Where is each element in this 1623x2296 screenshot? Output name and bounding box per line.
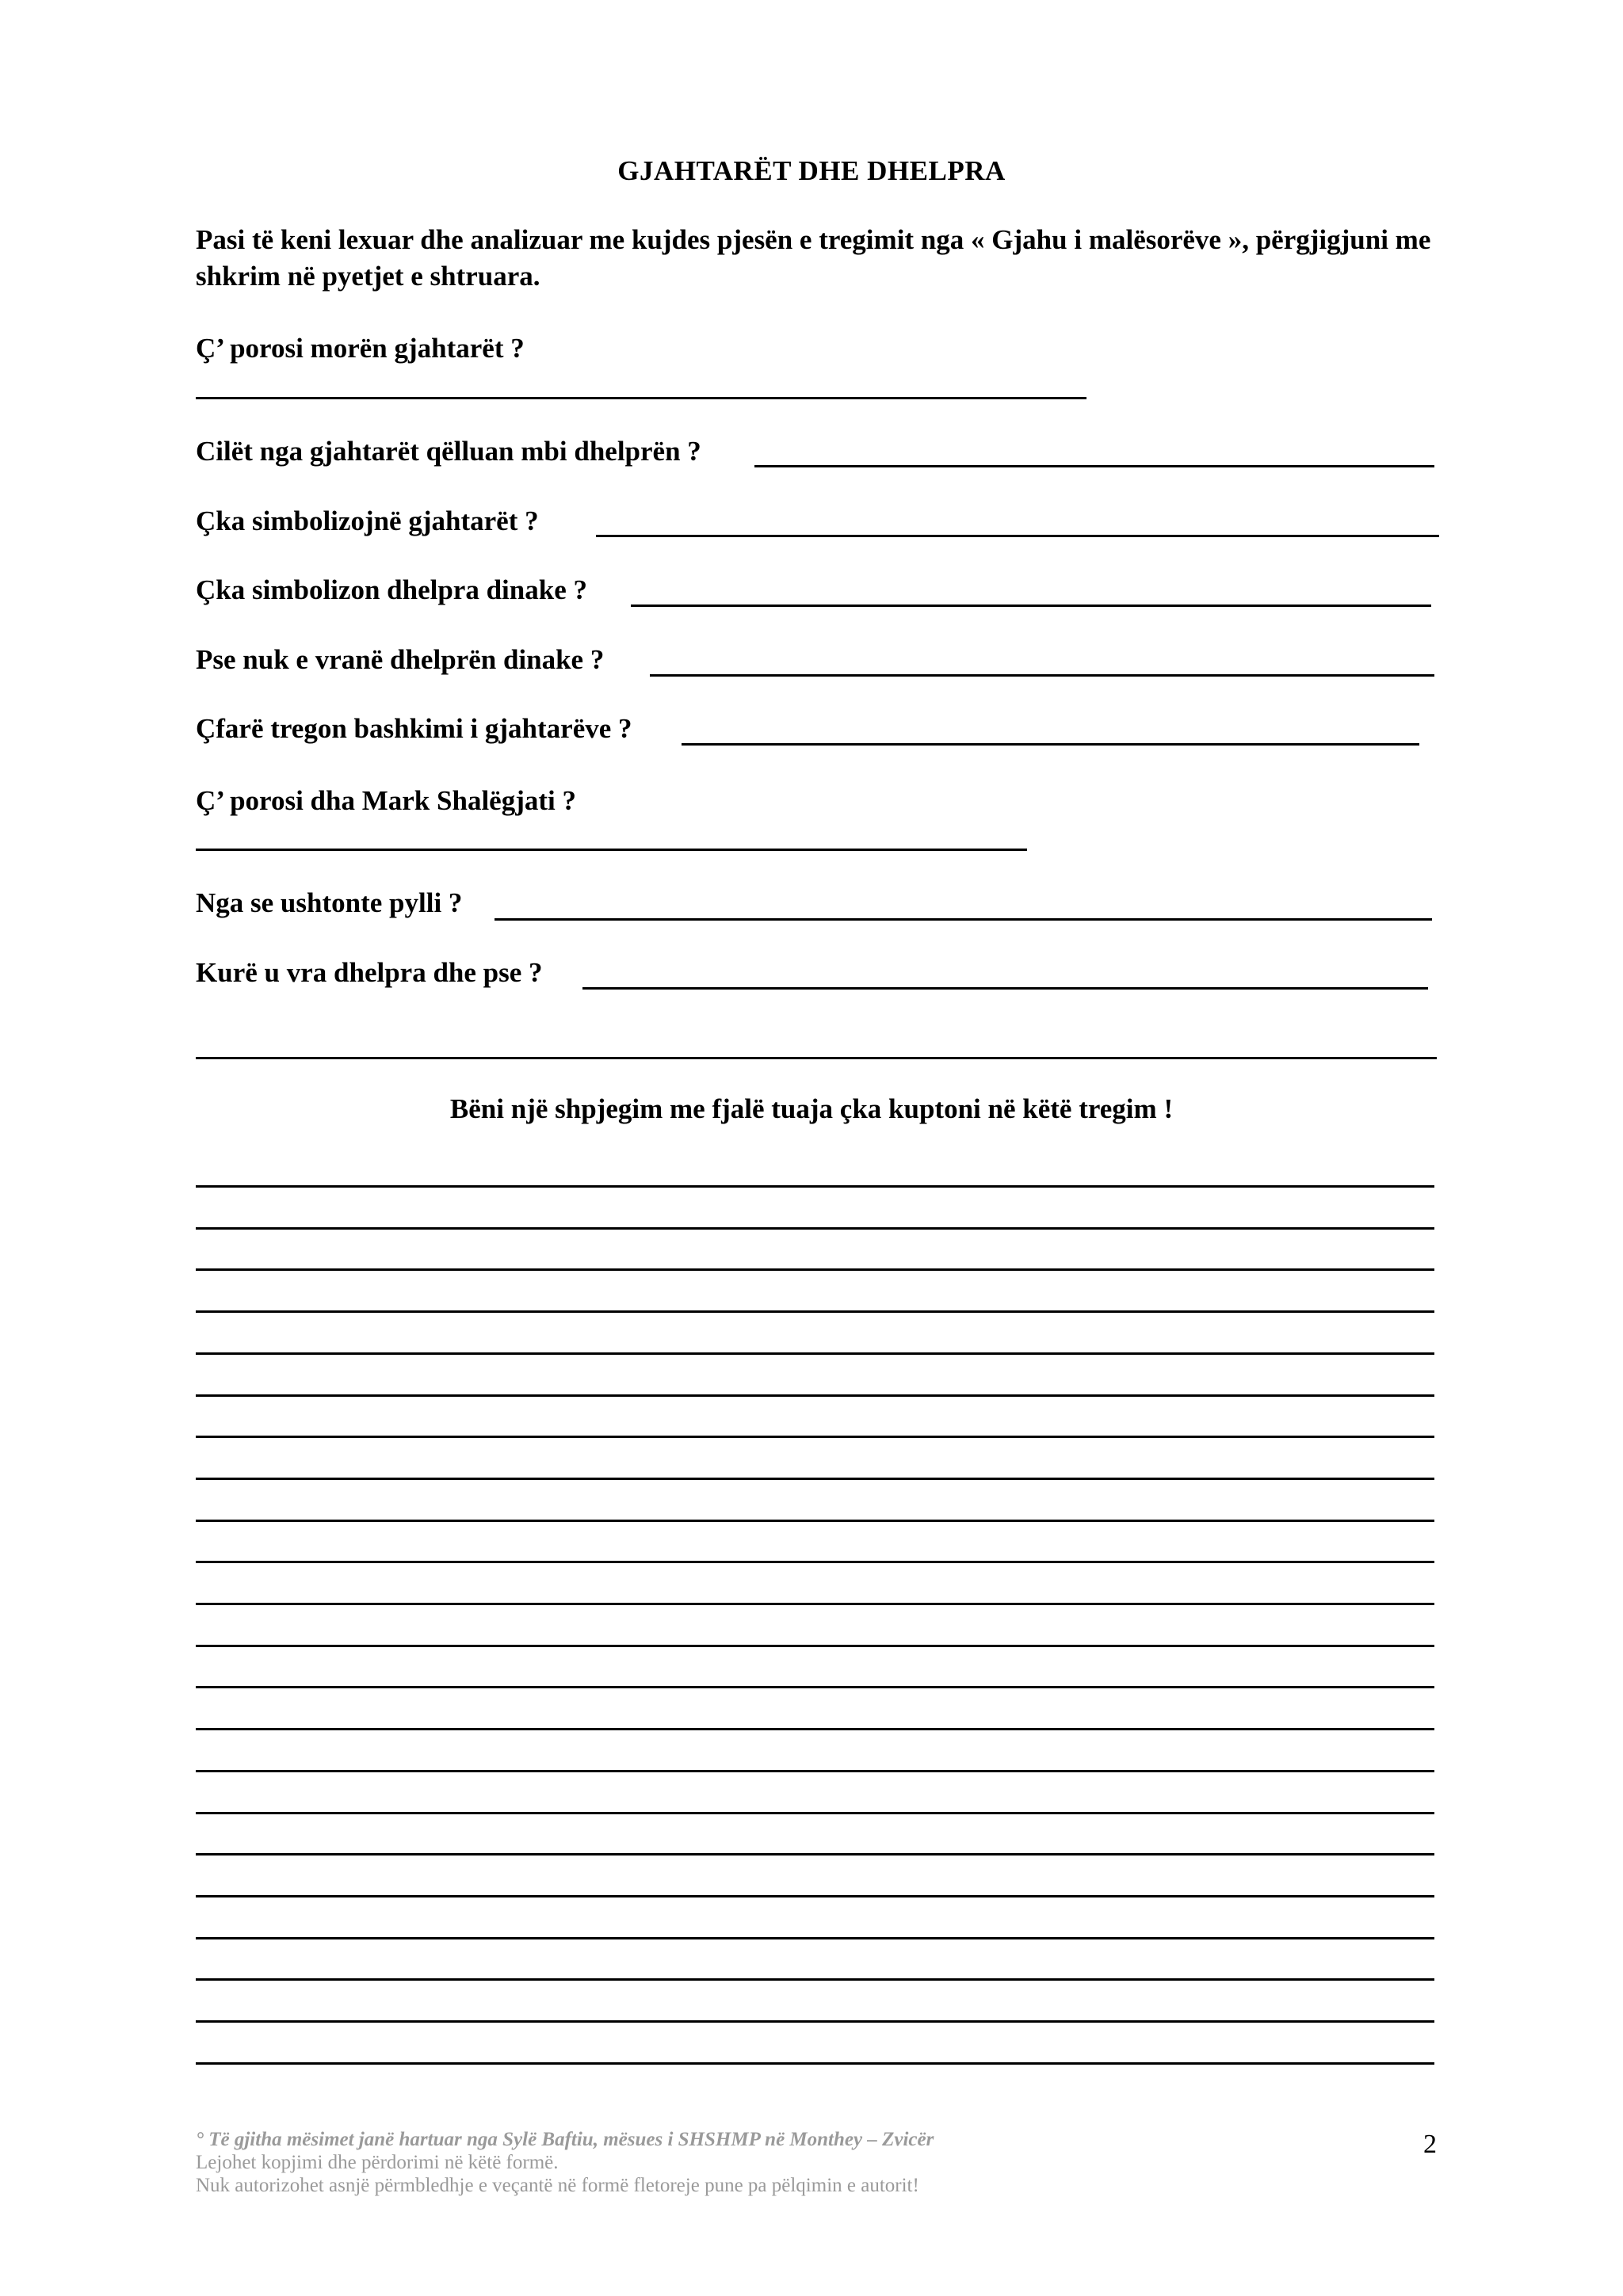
answer-line-4[interactable] (631, 605, 1431, 607)
writing-line[interactable] (196, 1227, 1434, 1230)
question-6: Çfarë tregon bashkimi i gjahtarëve ? (196, 713, 632, 744)
answer-line-7[interactable] (196, 849, 1027, 851)
writing-line[interactable] (196, 1310, 1434, 1313)
writing-line[interactable] (196, 1937, 1434, 1939)
writing-line[interactable] (196, 1812, 1434, 1814)
writing-line[interactable] (196, 1478, 1434, 1480)
page-number: 2 (1423, 2130, 1437, 2159)
question-8: Nga se ushtonte pylli ? (196, 887, 463, 918)
writing-line[interactable] (196, 2020, 1434, 2023)
footer-author: ° Të gjitha mësimet janë hartuar nga Sylë Baftiu, mësues i SHSHMP në Monthey – Zvicër (196, 2129, 934, 2150)
answer-line-9b[interactable] (196, 1057, 1437, 1059)
footer-restriction: Nuk autorizohet asnjë përmbledhje e veçantë në formë fletoreje pune pa pëlqimin e autorit! (196, 2175, 919, 2196)
answer-line-8[interactable] (495, 918, 1432, 921)
question-7: Ç’ porosi dha Mark Shalëgjati ? (196, 785, 576, 816)
writing-line[interactable] (196, 1645, 1434, 1647)
writing-line[interactable] (196, 1895, 1434, 1897)
writing-line[interactable] (196, 1520, 1434, 1522)
writing-line[interactable] (196, 1853, 1434, 1855)
explanation-heading: Bëni një shpjegim me fjalë tuaja çka kuptoni në këtë tregim ! (449, 1093, 1174, 1124)
question-3: Çka simbolizojnë gjahtarët ? (196, 505, 539, 536)
writing-line[interactable] (196, 2062, 1434, 2065)
writing-line[interactable] (196, 1394, 1434, 1397)
writing-line[interactable] (196, 1436, 1434, 1438)
answer-line-6[interactable] (682, 743, 1419, 746)
answer-line-3[interactable] (596, 535, 1439, 537)
writing-line[interactable] (196, 1352, 1434, 1355)
writing-line[interactable] (196, 1185, 1434, 1188)
writing-line[interactable] (196, 1603, 1434, 1605)
question-9: Kurë u vra dhelpra dhe pse ? (196, 957, 543, 988)
footer-notice (196, 2128, 1305, 2197)
writing-line[interactable] (196, 1978, 1434, 1981)
intro-instructions: Pasi të keni lexuar dhe analizuar me kujdes pjesën e tregimit nga « Gjahu i malësorëve », përgjigjuni me shkrim në pyetjet e shtruara. (196, 224, 1431, 292)
answer-line-5[interactable] (650, 674, 1434, 677)
answer-line-1[interactable] (196, 397, 1086, 399)
footer-copy-permission: Lejohet kopjimi dhe përdorimi në këtë formë. (196, 2152, 559, 2173)
answer-line-9[interactable] (582, 987, 1428, 990)
question-2: Cilët nga gjahtarët qëlluan mbi dhelprën ? (196, 436, 701, 467)
question-4: Çka simbolizon dhelpra dinake ? (196, 574, 587, 605)
question-1: Ç’ porosi morën gjahtarët ? (196, 333, 525, 364)
answer-line-2[interactable] (754, 465, 1434, 467)
writing-line[interactable] (196, 1561, 1434, 1563)
writing-line[interactable] (196, 1268, 1434, 1271)
writing-line[interactable] (196, 1728, 1434, 1730)
writing-line[interactable] (196, 1686, 1434, 1688)
question-5: Pse nuk e vranë dhelprën dinake ? (196, 644, 605, 675)
page-title: GJAHTARËT DHE DHELPRA (617, 155, 1006, 186)
writing-line[interactable] (196, 1770, 1434, 1772)
